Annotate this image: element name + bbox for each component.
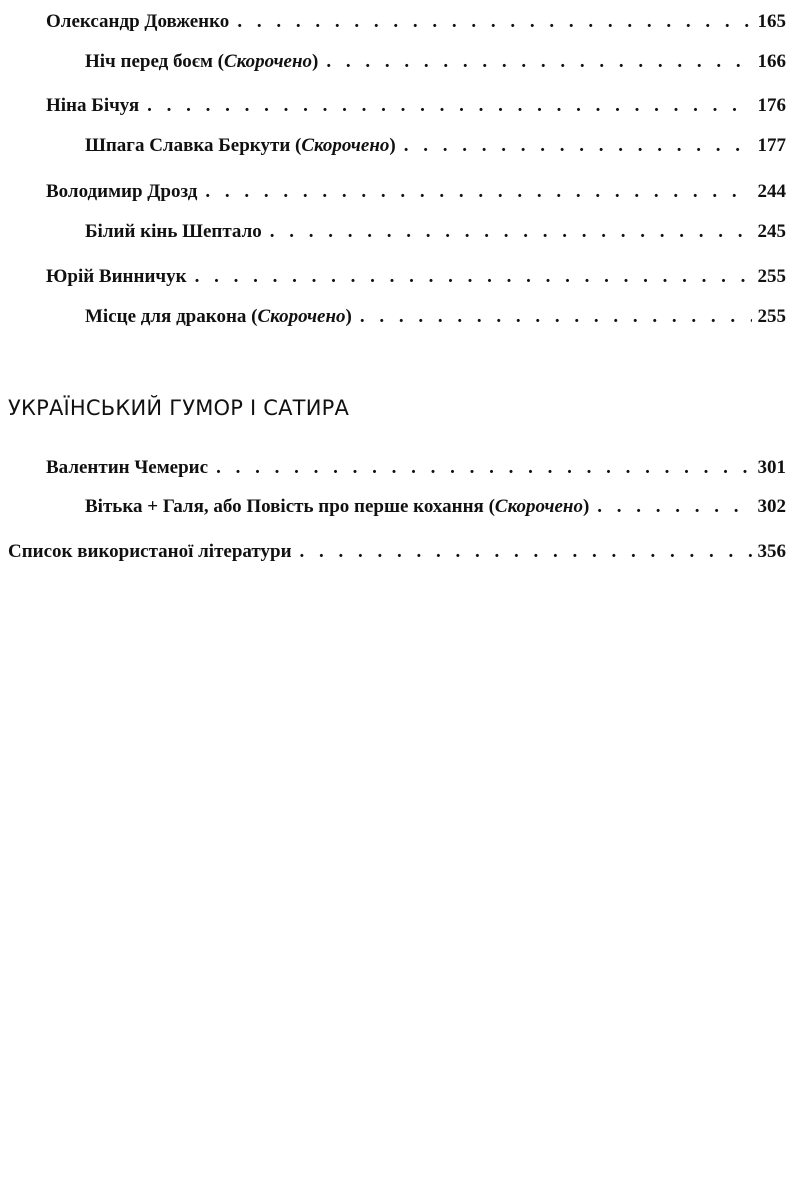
- page-number: 245: [757, 221, 786, 242]
- page-number: 255: [757, 266, 786, 287]
- dot-leader: [270, 219, 752, 245]
- dot-leader: [404, 133, 752, 159]
- page-number: 302: [757, 496, 786, 517]
- entry-title: Список використаної літератури: [8, 541, 292, 562]
- toc-entry-work: [85, 219, 786, 245]
- toc-entry-author: [46, 179, 786, 205]
- entry-title: Володимир Дрозд: [46, 181, 198, 202]
- toc-entry-work: [85, 304, 786, 330]
- dot-leader: [195, 264, 752, 290]
- entry-title: Юрій Винничук: [46, 266, 187, 287]
- abridged-note: Скорочено: [301, 135, 390, 156]
- toc-entry-work: [85, 494, 786, 520]
- page-number: 166: [757, 51, 786, 72]
- page-number: 356: [757, 541, 786, 562]
- entry-title: Ніна Бічуя: [46, 95, 140, 116]
- page-number: 255: [757, 306, 786, 327]
- toc-entry-author: [46, 264, 786, 290]
- page-number: 177: [757, 135, 786, 156]
- toc-entry-author: [46, 9, 786, 35]
- entry-title: Вітька + Галя, або Повість про перше кохання (Скорочено): [85, 496, 590, 517]
- page-number: 176: [757, 95, 786, 116]
- dot-leader: [237, 9, 751, 35]
- dot-leader: [147, 93, 751, 119]
- toc-entry-bibliography: [8, 539, 786, 565]
- dot-leader: [205, 179, 751, 205]
- page-number: 244: [757, 181, 786, 202]
- toc-entry-work: [85, 49, 786, 75]
- dot-leader: [597, 494, 751, 520]
- section-heading: УКРАЇНСЬКИЙ ГУМОР І САТИРА: [8, 396, 350, 420]
- entry-title: Ніч перед боєм (Скорочено): [85, 51, 319, 72]
- entry-title: Шпага Славка Беркути (Скорочено): [85, 135, 396, 156]
- abridged-note: Скорочено: [494, 496, 583, 517]
- toc-entry-author: [46, 455, 786, 481]
- abridged-note: Скорочено: [224, 51, 313, 72]
- dot-leader: [360, 304, 752, 330]
- toc-entry-author: [46, 93, 786, 119]
- page-number: 165: [757, 11, 786, 32]
- dot-leader: [216, 455, 751, 481]
- dot-leader: [326, 49, 751, 75]
- entry-title: Місце для дракона (Скорочено): [85, 306, 352, 327]
- toc-entry-work: [85, 133, 786, 159]
- page-number: 301: [757, 457, 786, 478]
- entry-title: Білий кінь Шептало: [85, 221, 262, 242]
- abridged-note: Скорочено: [257, 306, 346, 327]
- entry-title: Олександр Довженко: [46, 11, 230, 32]
- dot-leader: [300, 539, 752, 565]
- entry-title: Валентин Чемерис: [46, 457, 209, 478]
